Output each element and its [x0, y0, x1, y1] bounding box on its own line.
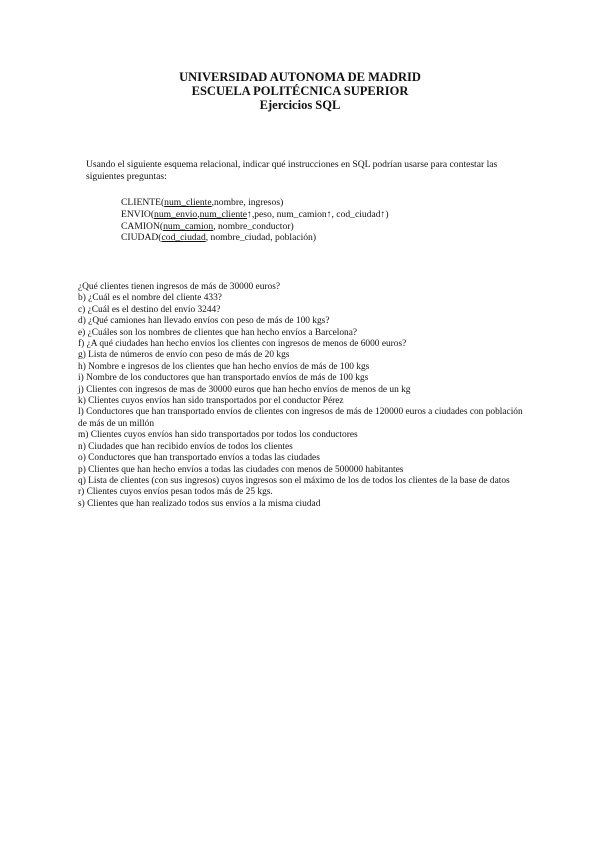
primary-key: num_envio	[154, 208, 198, 220]
school-name: ESCUELA POLITÉCNICA SUPERIOR	[191, 84, 409, 98]
document-header	[0, 70, 600, 112]
list-item: r) Clientes cuyos envíos pesan todos más de 25 kgs.	[78, 487, 273, 498]
list-item: k) Clientes cuyos envíos han sido transportados por el conductor Pérez	[78, 396, 344, 407]
list-item: h) Nombre e ingresos de los clientes que han hecho envíos de más de 100 kgs	[78, 361, 370, 372]
schema-envio: ENVIO(num_envio,num_cliente↑,peso, num_camion↑, cod_ciudad↑)	[121, 208, 389, 220]
list-item: d) ¿Qué camiones han llevado envíos con peso de más de 100 kgs?	[78, 316, 330, 327]
relational-schema	[121, 197, 521, 244]
list-item: n) Ciudades que han recibido envíos de todos los clientes	[78, 441, 293, 452]
list-item: p) Clientes que han hecho envíos a todas las ciudades con menos de 500000 habitantes	[78, 464, 404, 475]
list-item: m) Clientes cuyos envíos han sido transportados por todos los conductores	[78, 430, 358, 441]
list-item: o) Conductores que han transportado envíos a todas las ciudades	[78, 453, 320, 464]
question-list	[78, 282, 523, 510]
list-item: f) ¿A qué ciudades han hecho envíos los clientes con ingresos de menos de 6000 euros?	[78, 339, 407, 350]
intro-paragraph: Usando el siguiente esquema relacional, indicar qué instrucciones en SQL podrían usarse para contestar las siguientes preguntas:	[86, 159, 498, 182]
list-item: b) ¿Cuál es el nombre del cliente 433?	[78, 293, 222, 304]
schema-ciudad: CIUDAD(cod_ciudad, nombre_ciudad, población)	[121, 232, 317, 244]
list-item: i) Nombre de los conductores que han transportado envíos de más de 100 kgs	[78, 373, 369, 384]
list-item: s) Clientes que han realizado todos sus envíos a la misma ciudad	[78, 498, 321, 509]
schema-camion: CAMION(num_camion, nombre_conductor)	[121, 220, 294, 232]
primary-key: num_cliente	[199, 208, 248, 220]
primary-key: num_cliente	[164, 197, 212, 208]
list-item: q) Lista de clientes (con sus ingresos) cuyos ingresos son el máximo de los de todos los clientes de la base de datos	[78, 475, 510, 486]
university-name: UNIVERSIDAD AUTONOMA DE MADRID	[179, 70, 421, 84]
primary-key: cod_ciudad	[161, 232, 206, 244]
primary-key: num_camion	[163, 220, 214, 232]
list-item: j) Clientes con ingresos de mas de 30000 euros que han hecho envíos de menos de un kg	[78, 384, 411, 395]
list-item: c) ¿Cuál es el destino del envío 3244?	[78, 304, 221, 315]
list-item: ¿Qué clientes tienen ingresos de más de 30000 euros?	[78, 282, 281, 292]
list-item: g) Lista de números de envío con peso de más de 20 kgs	[78, 350, 290, 361]
list-item: l) Conductores que han transportado envíos de clientes con ingresos de más de 120000 euros a ciudades con población de más de un millón	[78, 407, 523, 429]
document-title: Ejercicios SQL	[259, 98, 341, 112]
schema-cliente: CLIENTE(num_cliente,nombre, ingresos)	[121, 197, 284, 208]
list-item: e) ¿Cuáles son los nombres de clientes que han hecho envíos a Barcelona?	[78, 327, 358, 338]
